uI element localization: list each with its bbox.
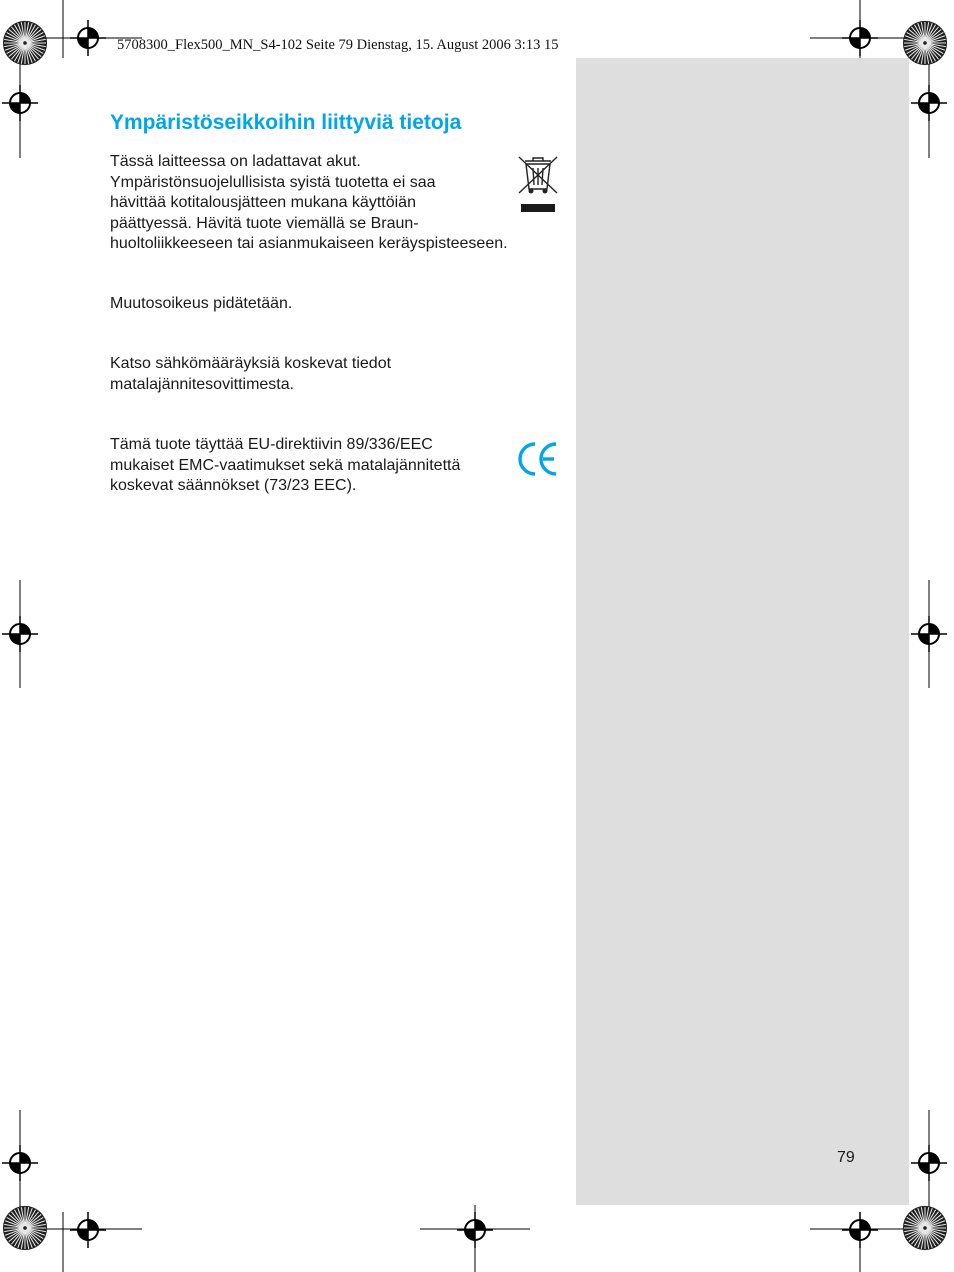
registration-mark-icon bbox=[68, 18, 108, 58]
page-title: Ympäristöseikkoihin liittyviä tietoja bbox=[110, 111, 462, 134]
text-line: Katso sähkömääräyksiä koskevat tiedot bbox=[110, 355, 392, 372]
crossed-out-wheelie-bin-icon bbox=[517, 155, 559, 215]
registration-mark-icon bbox=[909, 83, 949, 123]
color-bar-starburst-icon bbox=[901, 1204, 949, 1252]
text-line: huoltoliikkeeseen tai asianmukaiseen keräyspisteeseen. bbox=[110, 235, 508, 252]
change-notice-paragraph bbox=[110, 294, 292, 315]
color-bar-starburst-icon bbox=[1, 19, 49, 67]
directive-paragraph bbox=[110, 435, 460, 497]
registration-mark-icon bbox=[840, 18, 880, 58]
print-info: 5708300_Flex500_MN_S4-102 Seite 79 Dienstag, 15. August 2006 3:13 15 bbox=[117, 37, 559, 53]
ce-mark-icon bbox=[516, 440, 560, 478]
text-line: Ympäristönsuojelullisista syistä tuotetta ei saa bbox=[110, 173, 436, 191]
registration-mark-icon bbox=[0, 1143, 40, 1183]
registration-mark-icon bbox=[909, 1143, 949, 1183]
text-line: koskevat säännökset (73/23 EEC). bbox=[110, 477, 357, 494]
text-line: mukaiset EMC-vaatimukset sekä matalajännitettä bbox=[110, 456, 461, 474]
registration-mark-icon bbox=[909, 614, 949, 654]
color-bar-starburst-icon bbox=[1, 1204, 49, 1252]
text-line: Muutosoikeus pidätetään. bbox=[110, 295, 293, 312]
text-line: päättyessä. Hävitä tuote viemällä se Braun- bbox=[110, 214, 419, 232]
electrical-info-paragraph bbox=[110, 354, 391, 395]
registration-mark-icon bbox=[0, 83, 40, 123]
registration-mark-icon bbox=[455, 1210, 495, 1250]
text-line: matalajännitesovittimesta. bbox=[110, 375, 295, 393]
color-bar-starburst-icon bbox=[901, 19, 949, 67]
battery-disposal-paragraph bbox=[110, 152, 508, 255]
registration-mark-icon bbox=[0, 614, 40, 654]
text-line: Tässä laitteessa on ladattavat akut. bbox=[110, 153, 361, 170]
page-number: 79 bbox=[837, 1149, 855, 1166]
text-line: Tämä tuote täyttää EU-direktiivin 89/336/EEC bbox=[110, 436, 433, 453]
text-line: hävittää kotitalousjätteen mukana käyttöiän bbox=[110, 194, 416, 211]
registration-mark-icon bbox=[840, 1210, 880, 1250]
registration-mark-icon bbox=[68, 1210, 108, 1250]
